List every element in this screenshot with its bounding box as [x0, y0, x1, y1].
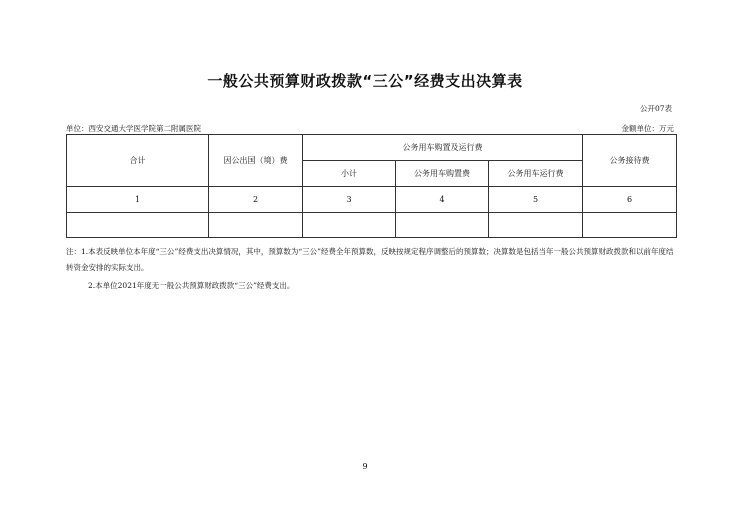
- form-number: 公开07表: [639, 104, 672, 113]
- table-row: [67, 213, 677, 238]
- header-vehicle-group: 公务用车购置及运行费: [303, 135, 583, 161]
- table-cell: [67, 213, 209, 238]
- col-number: 6: [583, 187, 677, 213]
- table-number-row: [67, 187, 677, 213]
- note-2: 2.本单位2021年度无一般公共预算财政拨款“三公”经费支出。: [88, 281, 295, 290]
- table-cell: [303, 213, 396, 238]
- header-total: 合计: [67, 135, 209, 187]
- col-number: 5: [489, 187, 583, 213]
- page-number: 9: [362, 462, 368, 471]
- col-number: 3: [303, 187, 396, 213]
- header-reception-expense: 公务接待费: [583, 135, 677, 187]
- expense-table: [66, 134, 677, 238]
- col-number: 1: [67, 187, 209, 213]
- page-title: 一般公共预算财政拨款“三公”经费支出决算表: [207, 72, 523, 90]
- notes: [66, 244, 676, 294]
- table-header-row: [67, 135, 677, 161]
- table-cell: [209, 213, 303, 238]
- table-cell: [396, 213, 489, 238]
- note-1: 注：1.本表反映单位本年度“三公”经费支出决算情况，其中，预算数为“三公”经费全年预算数，反映按规定程序调整后的预算数；决算数是包括当年一般公共预算财政拨款和以前年度结转资金安排的实际支出。: [66, 247, 674, 272]
- header-abroad-expense: 因公出国（境）费: [209, 135, 303, 187]
- amount-unit-label: 金额单位：万元: [621, 124, 674, 133]
- unit-label: 单位：西安交通大学医学院第二附属医院: [66, 124, 201, 133]
- header-subtotal: 小计: [303, 161, 396, 187]
- col-number: 2: [209, 187, 303, 213]
- header-vehicle-operation: 公务用车运行费: [489, 161, 583, 187]
- table-cell: [583, 213, 677, 238]
- header-vehicle-purchase: 公务用车购置费: [396, 161, 489, 187]
- table-cell: [489, 213, 583, 238]
- col-number: 4: [396, 187, 489, 213]
